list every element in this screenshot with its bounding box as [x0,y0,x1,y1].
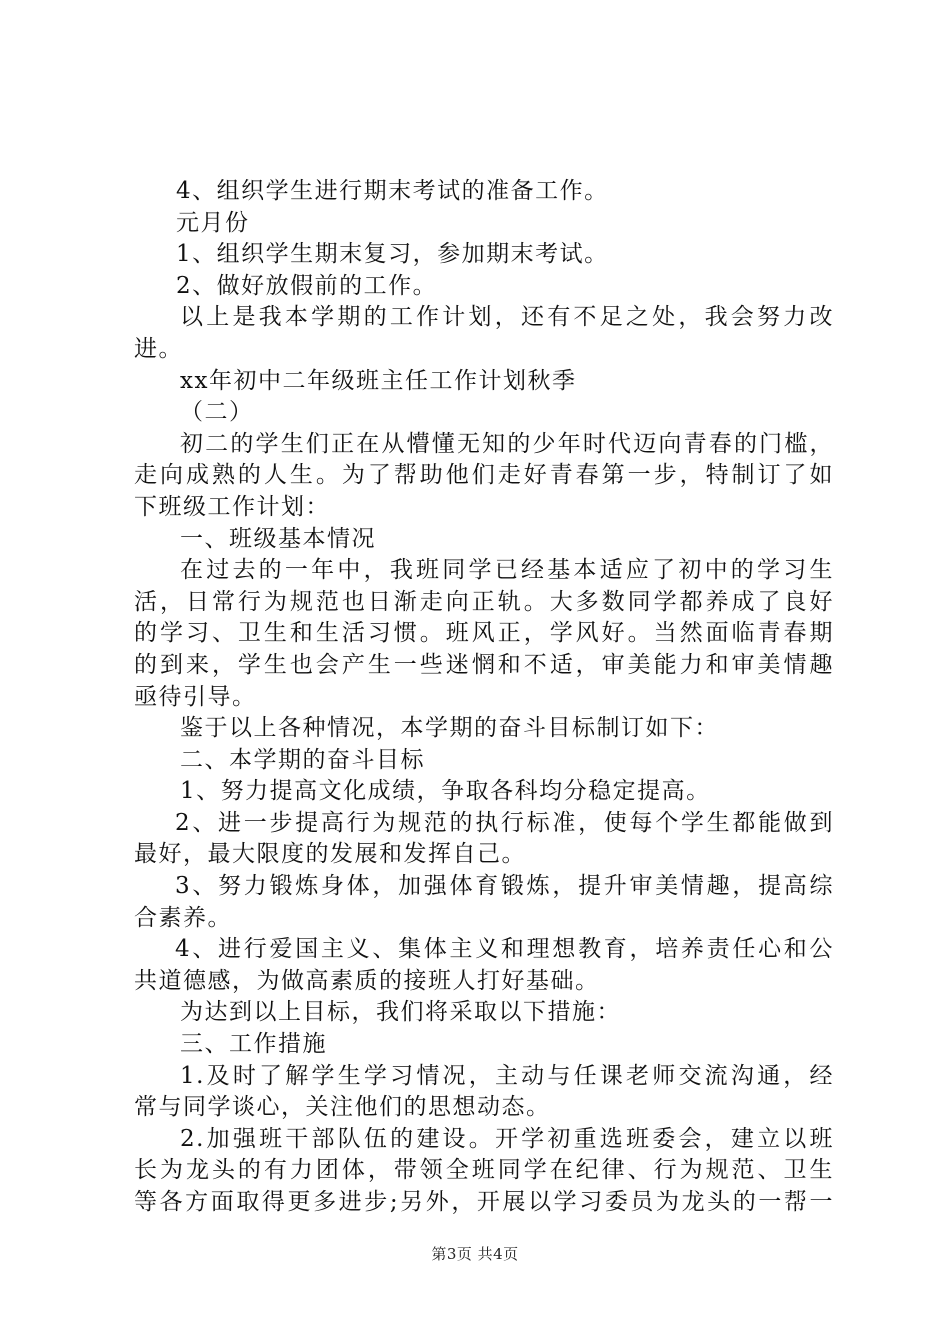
section-heading: 三、工作措施 [180,1031,327,1058]
text-line: 在过去的一年中，我班同学已经基本适应了初中的学习生 [180,557,834,584]
text-line: 1、组织学生期末复习，参加期末考试。 [176,241,609,268]
text-line: 1.及时了解学生学习情况，主动与任课老师交流沟通，经 [180,1062,834,1089]
text-line: 鉴于以上各种情况，本学期的奋斗目标制订如下： [180,715,719,742]
text-line: 4、组织学生进行期末考试的准备工作。 [176,178,609,204]
section-heading: 一、班级基本情况 [180,525,376,552]
text-line: 等各方面取得更多进步;另外，开展以学习委员为龙头的一帮一 [134,1189,834,1215]
text-line: 2.加强班干部队伍的建设。开学初重选班委会，建立以班 [180,1125,834,1152]
section-heading: 二、本学期的奋斗目标 [180,746,425,773]
text-line: 元月份 [176,209,250,236]
text-line: 合素养。 [134,904,232,931]
text-line: 常与同学谈心，关注他们的思想动态。 [134,1094,551,1121]
text-line: 走向成熟的人生。为了帮助他们走好青春第一步，特制订了如 [134,462,834,489]
text-line: 的学习、卫生和生活习惯。班风正，学风好。当然面临青春期 [134,620,834,647]
text-line: （二） [180,399,254,426]
text-line: 为达到以上目标，我们将采取以下措施： [180,999,621,1026]
text-line: xx年初中二年级班主任工作计划秋季 [180,367,577,394]
text-line: 2、进一步提高行为规范的执行标准，使每个学生都能做到 [175,809,834,836]
text-line: 2、做好放假前的工作。 [176,272,438,299]
text-line: 下班级工作计划： [134,493,330,520]
text-line: 进。 [134,335,183,362]
text-line: 3、努力锻炼身体，加强体育锻炼，提升审美情趣，提高综 [175,873,834,900]
text-line: 活，日常行为规范也日渐走向正轨。大多数同学都养成了良好 [134,588,834,615]
text-line: 亟待引导。 [134,683,257,710]
text-line: 以上是我本学期的工作计划，还有不足之处，我会努力改 [180,304,834,331]
text-line: 初二的学生们正在从懵懂无知的少年时代迈向青春的门槛， [180,430,834,457]
text-line: 共道德感，为做高素质的接班人打好基础。 [134,967,600,994]
page-number-footer: 第3页 共4页 [431,1245,519,1263]
text-line: 最好，最大限度的发展和发挥自己。 [134,841,526,868]
document-body [134,176,834,1219]
text-line: 的到来，学生也会产生一些迷惘和不适，审美能力和审美情趣 [134,651,834,678]
text-line: 4、进行爱国主义、集体主义和理想教育，培养责任心和公 [175,936,834,963]
text-line: 长为龙头的有力团体，带领全班同学在纪律、行为规范、卫生 [134,1157,834,1184]
text-line: 1、努力提高文化成绩，争取各科均分稳定提高。 [180,778,711,805]
